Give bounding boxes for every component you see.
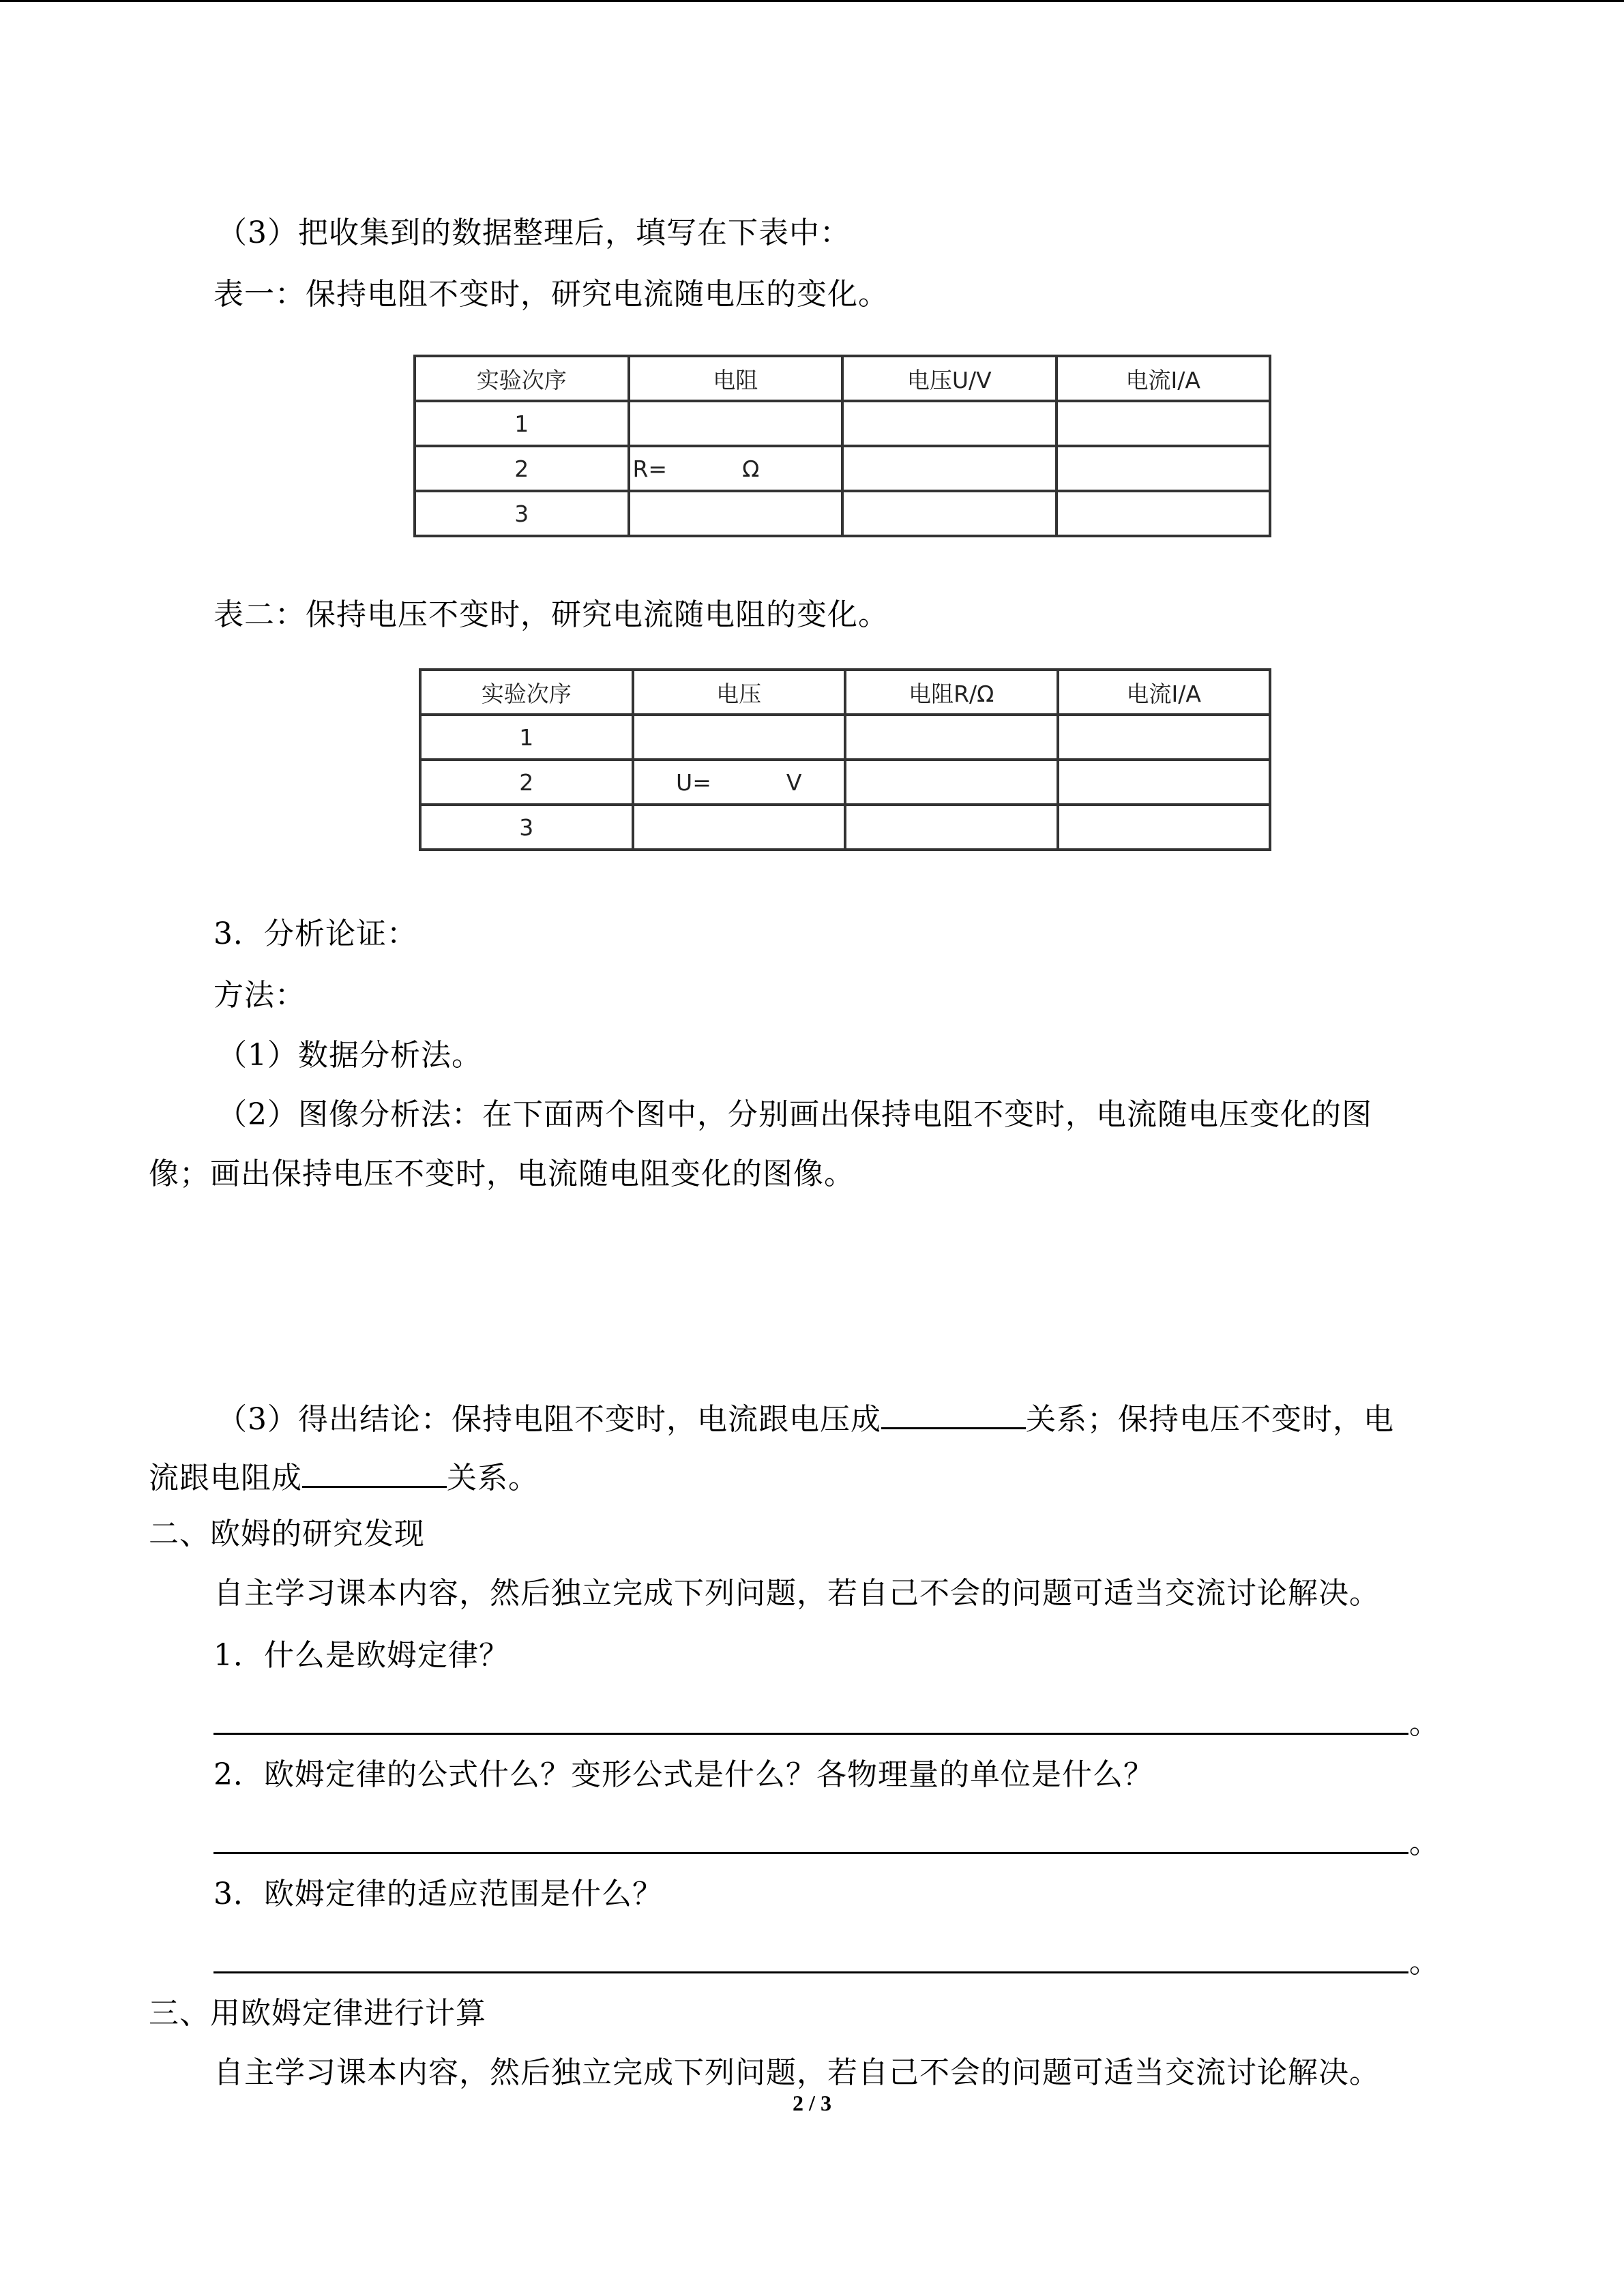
answer-period: 。 bbox=[1409, 1825, 1439, 1860]
table-cell bbox=[845, 805, 1058, 850]
table-cell bbox=[633, 760, 846, 805]
table-cell bbox=[1058, 760, 1271, 805]
table-1 bbox=[413, 355, 1271, 537]
section2-instruction: 自主学习课本内容，然后独立完成下列问题，若自己不会的问题可适当交流讨论解决。 bbox=[213, 1576, 1380, 1611]
answer-period: 。 bbox=[1409, 1706, 1439, 1741]
method-2-line1: （2）图像分析法：在下面两个图中，分别画出保持电阻不变时，电流随电压变化的图 bbox=[217, 1097, 1372, 1132]
table-1-header-row bbox=[415, 356, 1270, 401]
resistance-label: R= bbox=[632, 455, 668, 482]
method-heading: 方法： bbox=[213, 978, 306, 1013]
table-row bbox=[415, 446, 1270, 491]
table-2-header: 电流I/A bbox=[1058, 670, 1271, 715]
table-cell: 2 bbox=[420, 760, 633, 805]
conclusion-text-b: 关系；保持电压不变时，电 bbox=[1026, 1402, 1394, 1437]
table-cell bbox=[629, 446, 843, 491]
table-cell bbox=[629, 491, 843, 536]
table-cell bbox=[629, 401, 843, 446]
page-number: 2 / 3 bbox=[793, 2091, 831, 2115]
method-1: （1）数据分析法。 bbox=[217, 1038, 482, 1073]
table-row bbox=[415, 401, 1270, 446]
table-1-header: 电流I/A bbox=[1057, 356, 1271, 401]
section3-heading: 三、用欧姆定律进行计算 bbox=[149, 1996, 486, 2031]
table-cell bbox=[1058, 715, 1271, 760]
blank-2[interactable] bbox=[302, 1455, 447, 1488]
analysis-heading: 3．分析论证： bbox=[213, 916, 417, 951]
table-cell bbox=[1057, 401, 1271, 446]
table-row bbox=[415, 491, 1270, 536]
step3-instruction: （3）把收集到的数据整理后，填写在下表中： bbox=[217, 215, 851, 250]
table-2-header: 实验次序 bbox=[420, 670, 633, 715]
table-cell bbox=[633, 715, 846, 760]
conclusion-text-c: 流跟电阻成 bbox=[149, 1461, 302, 1495]
table-cell bbox=[633, 805, 846, 850]
table-2 bbox=[419, 668, 1271, 851]
table-cell bbox=[842, 491, 1057, 536]
table-2-header: 电阻R/Ω bbox=[845, 670, 1058, 715]
resistance-unit: Ω bbox=[742, 455, 760, 482]
table-2-header-row bbox=[420, 670, 1270, 715]
top-border bbox=[0, 0, 1624, 2]
conclusion-text-a: （3）得出结论：保持电阻不变时，电流跟电压成 bbox=[217, 1402, 881, 1437]
table-cell: 2 bbox=[415, 446, 629, 491]
voltage-label: U= bbox=[676, 769, 711, 796]
table-cell bbox=[1057, 446, 1271, 491]
question-2: 2．欧姆定律的公式什么？变形公式是什么？各物理量的单位是什么？ bbox=[213, 1757, 1154, 1792]
table2-caption: 表二：保持电压不变时，研究电流随电阻的变化。 bbox=[213, 597, 889, 632]
table-row bbox=[420, 805, 1270, 850]
answer-line-1[interactable] bbox=[213, 1733, 1408, 1735]
table1-caption: 表一：保持电阻不变时，研究电流随电压的变化。 bbox=[213, 277, 889, 312]
conclusion-line2 bbox=[149, 1455, 539, 1499]
table-cell bbox=[1057, 491, 1271, 536]
method-2-line2: 像；画出保持电压不变时，电流随电阻变化的图像。 bbox=[149, 1157, 855, 1191]
section3-instruction: 自主学习课本内容，然后独立完成下列问题，若自己不会的问题可适当交流讨论解决。 bbox=[213, 2055, 1380, 2090]
conclusion-text-d: 关系。 bbox=[447, 1461, 539, 1495]
conclusion-line1 bbox=[217, 1396, 1394, 1440]
section2-heading: 二、欧姆的研究发现 bbox=[149, 1517, 425, 1551]
table-cell bbox=[845, 760, 1058, 805]
answer-line-2[interactable] bbox=[213, 1852, 1408, 1854]
question-3: 3．欧姆定律的适应范围是什么？ bbox=[213, 1877, 663, 1911]
table-1-header: 电阻 bbox=[629, 356, 843, 401]
question-1: 1．什么是欧姆定律？ bbox=[213, 1638, 510, 1673]
answer-period: 。 bbox=[1409, 1945, 1439, 1980]
table-row bbox=[420, 715, 1270, 760]
table-cell bbox=[842, 446, 1057, 491]
answer-line-3[interactable] bbox=[213, 1971, 1408, 1973]
table-cell: 1 bbox=[415, 401, 629, 446]
table-cell bbox=[1058, 805, 1271, 850]
table-1-header: 实验次序 bbox=[415, 356, 629, 401]
table-cell bbox=[842, 401, 1057, 446]
voltage-unit: V bbox=[786, 769, 802, 796]
table-cell: 1 bbox=[420, 715, 633, 760]
table-cell: 3 bbox=[420, 805, 633, 850]
table-cell: 3 bbox=[415, 491, 629, 536]
table-row bbox=[420, 760, 1270, 805]
table-1-header: 电压U/V bbox=[842, 356, 1057, 401]
table-2-header: 电压 bbox=[633, 670, 846, 715]
blank-1[interactable] bbox=[881, 1396, 1026, 1429]
table-cell bbox=[845, 715, 1058, 760]
